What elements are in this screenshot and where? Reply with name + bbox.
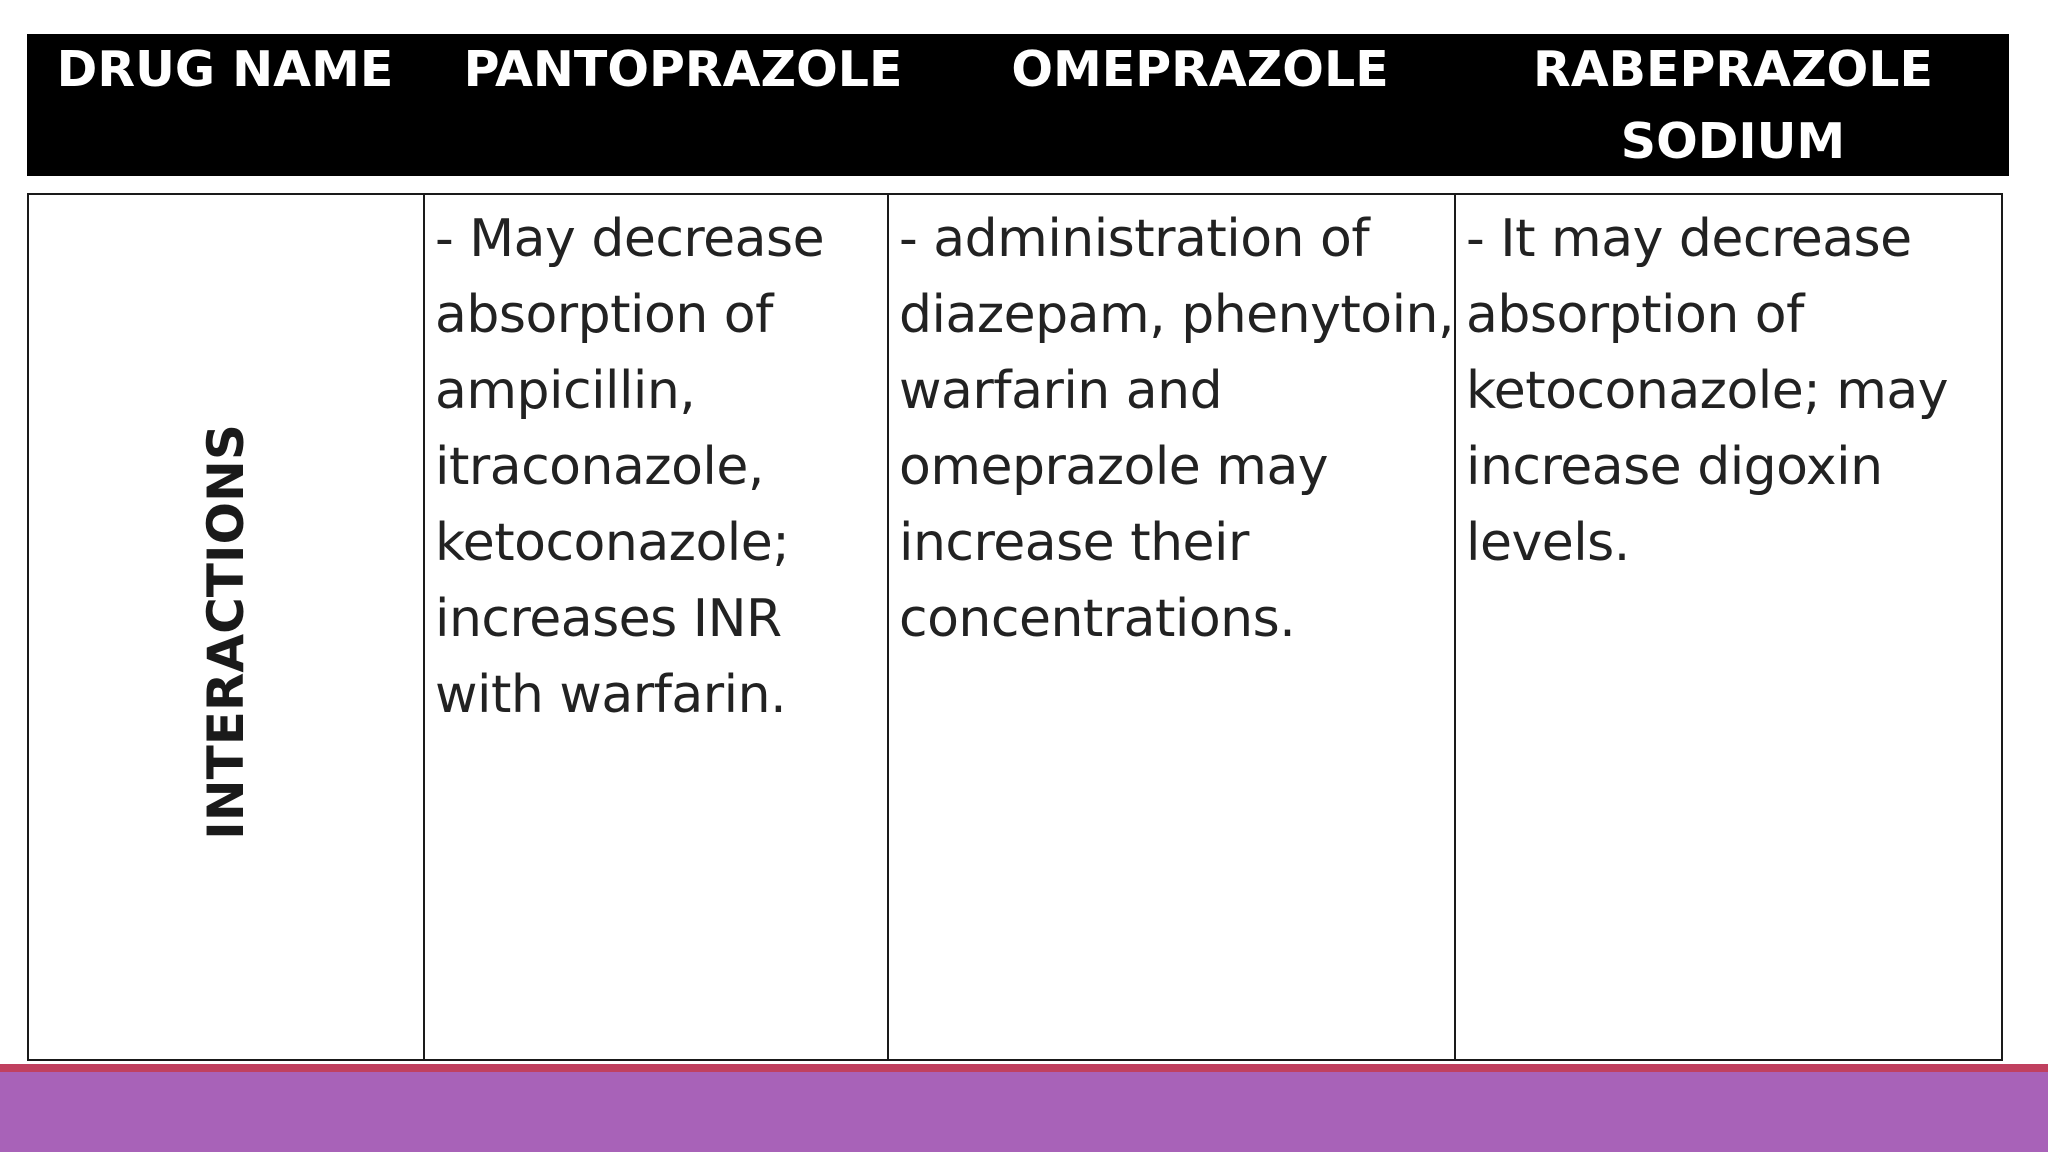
row-label-cell <box>29 195 423 1059</box>
header-pantoprazole-label: PANTOPRAZOLE <box>463 41 903 98</box>
header-pantoprazole <box>423 34 943 176</box>
text-line: concentrations. <box>899 589 1296 649</box>
cell-omeprazole <box>887 195 1454 1059</box>
text-line: absorption of <box>1466 285 1804 345</box>
text-line: increase their <box>899 513 1249 573</box>
text-line: - It may decrease <box>1466 209 1912 269</box>
text-line: warfarin and <box>899 361 1223 421</box>
text-line: ketoconazole; <box>435 513 790 573</box>
header-omeprazole-label: OMEPRAZOLE <box>1011 41 1389 98</box>
text-line: increase digoxin <box>1466 437 1883 497</box>
text-line: with warfarin. <box>435 665 787 725</box>
cell-rabeprazole <box>1454 195 2001 1059</box>
header-rabeprazole-line1: RABEPRAZOLE <box>1533 41 1933 98</box>
table-row-interactions <box>27 193 2003 1061</box>
text-line: diazepam, phenytoin, <box>899 285 1455 345</box>
row-label: INTERACTIONS <box>197 424 255 840</box>
text-line: itraconazole, <box>435 437 764 497</box>
cell-omeprazole-text <box>899 201 1455 657</box>
text-line: ampicillin, <box>435 361 696 421</box>
header-drug-name <box>27 34 423 176</box>
header-rabeprazole <box>1457 34 2009 176</box>
text-line: increases INR <box>435 589 782 649</box>
text-line: ketoconazole; may <box>1466 361 1949 421</box>
header-drug-name-label: DRUG NAME <box>56 41 394 98</box>
text-line: absorption of <box>435 285 773 345</box>
footer-accent-line <box>0 1064 2048 1072</box>
table-header <box>27 34 2009 176</box>
header-rabeprazole-line2: SODIUM <box>1620 113 1846 170</box>
text-line: levels. <box>1466 513 1630 573</box>
text-line: - administration of <box>899 209 1370 269</box>
cell-rabeprazole-text <box>1466 201 1995 581</box>
cell-pantoprazole <box>423 195 887 1059</box>
header-omeprazole <box>943 34 1457 176</box>
footer-bar <box>0 1072 2048 1152</box>
cell-pantoprazole-text <box>435 201 881 733</box>
text-line: - May decrease <box>435 209 825 269</box>
text-line: omeprazole may <box>899 437 1329 497</box>
